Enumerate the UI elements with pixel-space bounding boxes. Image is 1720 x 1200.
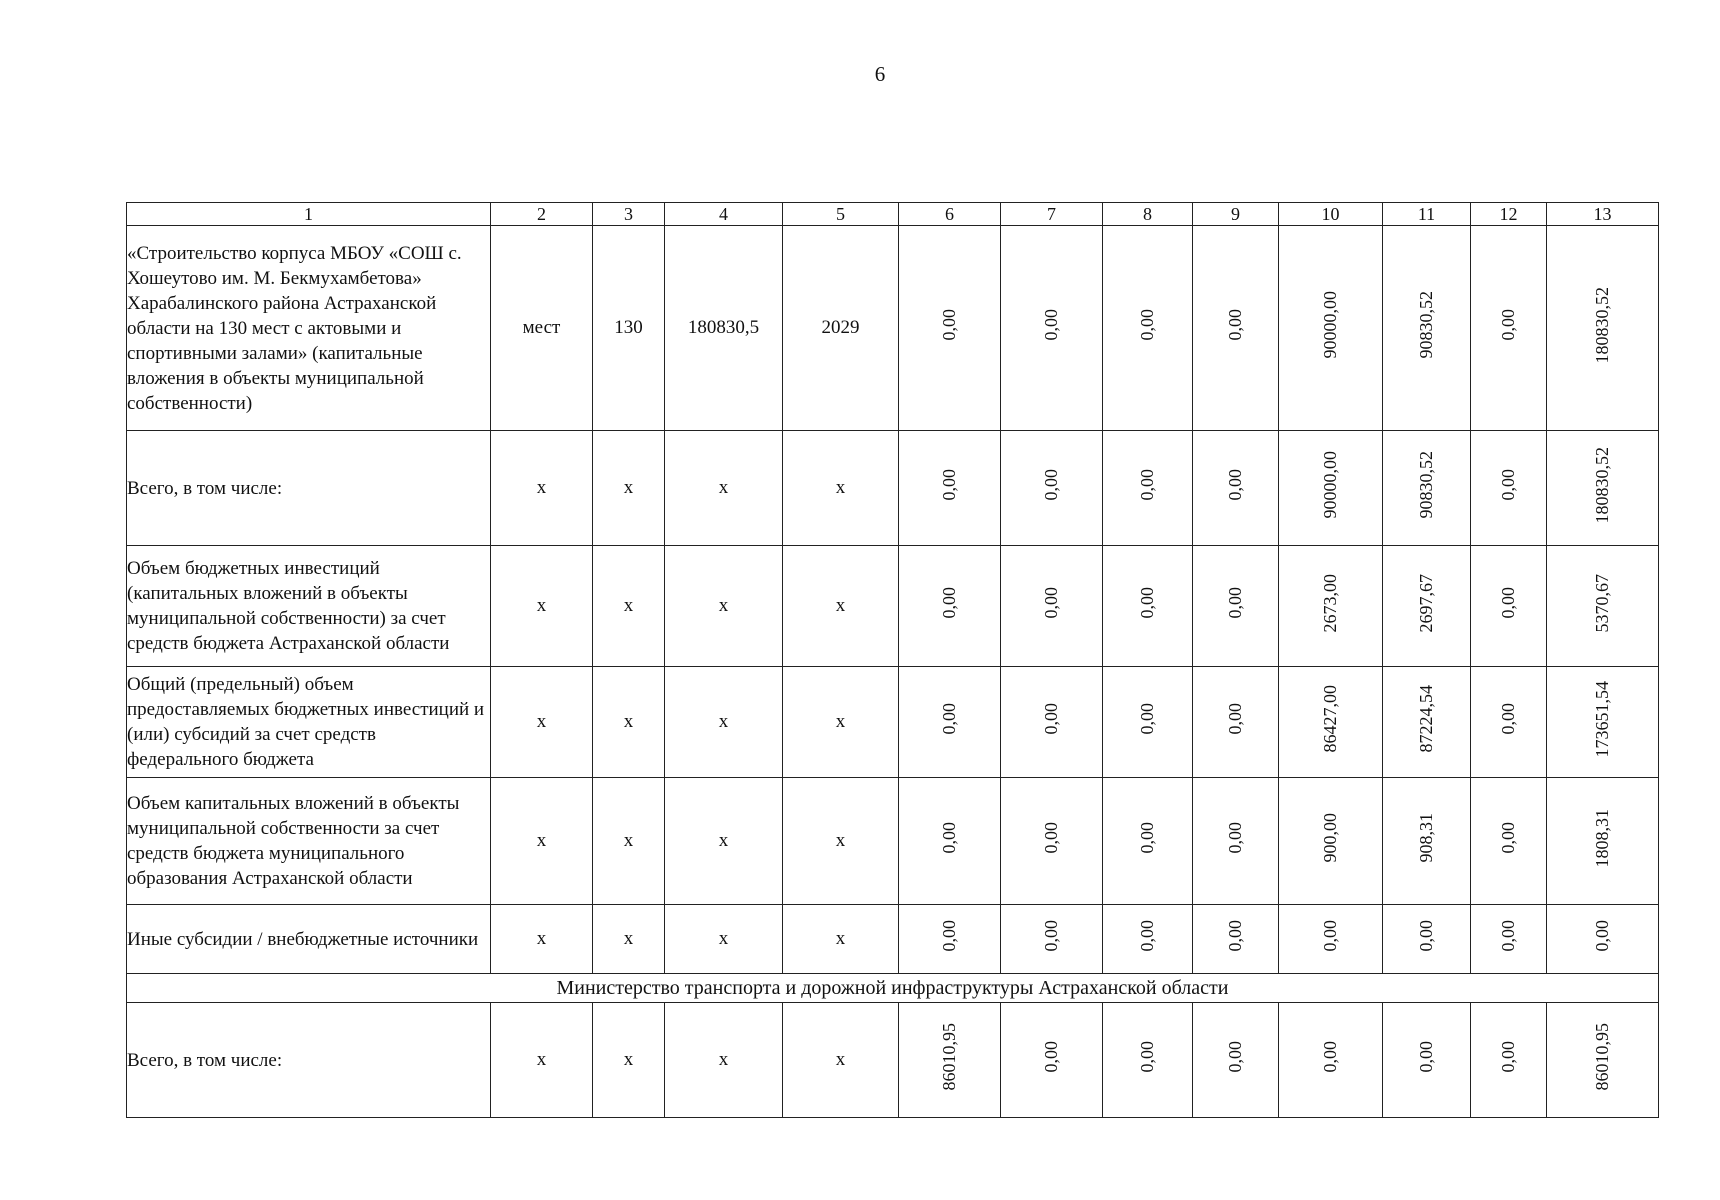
cost-cell: x <box>665 778 783 905</box>
column-header: 6 <box>899 203 1001 226</box>
value-cell: 0,00 <box>1471 778 1547 905</box>
row-name: «Строительство корпуса МБОУ «СОШ с. Хошеутово им. М. Бекмухамбетова» Харабалинского района Астраханской области на 130 мест с актовыми и спортивными залами» (капитальные вложения в объекты муниципальной собственности) <box>127 226 491 431</box>
table-row-other-sources <box>127 905 1659 974</box>
capacity-cell: x <box>593 667 665 778</box>
cost-cell: x <box>665 431 783 546</box>
table-row-section-total <box>127 1003 1659 1118</box>
row-name: Всего, в том числе: <box>127 1003 491 1118</box>
value-cell: 90000,00 <box>1279 226 1383 431</box>
value-cell: 86427,00 <box>1279 667 1383 778</box>
value-cell: 0,00 <box>1103 226 1193 431</box>
value-cell: 0,00 <box>1103 778 1193 905</box>
section-row <box>127 974 1659 1003</box>
value-cell: 87224,54 <box>1383 667 1471 778</box>
year-cell: x <box>783 667 899 778</box>
value-cell: 0,00 <box>1193 226 1279 431</box>
value-cell: 0,00 <box>1001 667 1103 778</box>
value-cell: 0,00 <box>1103 905 1193 974</box>
value-cell: 0,00 <box>899 546 1001 667</box>
unit-cell: x <box>491 546 593 667</box>
value-cell: 0,00 <box>1193 431 1279 546</box>
value-cell: 0,00 <box>899 778 1001 905</box>
value-cell: 0,00 <box>1471 431 1547 546</box>
value-cell: 0,00 <box>1001 905 1103 974</box>
value-cell: 180830,52 <box>1547 226 1659 431</box>
table-row-object <box>127 226 1659 431</box>
value-cell: 0,00 <box>899 905 1001 974</box>
value-cell: 0,00 <box>1547 905 1659 974</box>
page-number: 6 <box>874 62 886 86</box>
row-name: Иные субсидии / внебюджетные источники <box>127 905 491 974</box>
cost-cell: x <box>665 1003 783 1118</box>
value-cell: 0,00 <box>1471 1003 1547 1118</box>
value-cell: 900,00 <box>1279 778 1383 905</box>
column-header: 3 <box>593 203 665 226</box>
value-cell: 0,00 <box>1103 431 1193 546</box>
unit-cell: x <box>491 431 593 546</box>
value-cell: 90830,52 <box>1383 226 1471 431</box>
column-header: 10 <box>1279 203 1383 226</box>
table-row-municipal-budget <box>127 778 1659 905</box>
table-row-total <box>127 431 1659 546</box>
value-cell: 0,00 <box>1383 1003 1471 1118</box>
header-row <box>127 203 1659 226</box>
value-cell: 0,00 <box>1103 667 1193 778</box>
row-name: Объем капитальных вложений в объекты муниципальной собственности за счет средств бюджета муниципального образования Астраханской области <box>127 778 491 905</box>
cost-cell: x <box>665 546 783 667</box>
table-row-regional-budget <box>127 546 1659 667</box>
year-cell: x <box>783 778 899 905</box>
value-cell: 0,00 <box>1193 905 1279 974</box>
value-cell: 2673,00 <box>1279 546 1383 667</box>
value-cell: 0,00 <box>899 667 1001 778</box>
column-header: 9 <box>1193 203 1279 226</box>
value-cell: 180830,52 <box>1547 431 1659 546</box>
row-name: Всего, в том числе: <box>127 431 491 546</box>
value-cell: 0,00 <box>1001 546 1103 667</box>
value-cell: 0,00 <box>1193 778 1279 905</box>
cost-cell: 180830,5 <box>665 226 783 431</box>
column-header: 4 <box>665 203 783 226</box>
budget-table <box>126 202 1659 1118</box>
value-cell: 5370,67 <box>1547 546 1659 667</box>
column-header: 8 <box>1103 203 1193 226</box>
value-cell: 90000,00 <box>1279 431 1383 546</box>
value-cell: 0,00 <box>1193 546 1279 667</box>
value-cell: 0,00 <box>1471 905 1547 974</box>
unit-cell: x <box>491 1003 593 1118</box>
value-cell: 0,00 <box>1471 667 1547 778</box>
value-cell: 90830,52 <box>1383 431 1471 546</box>
value-cell: 0,00 <box>1001 778 1103 905</box>
capacity-cell: x <box>593 431 665 546</box>
unit-cell: x <box>491 905 593 974</box>
value-cell: 0,00 <box>1001 226 1103 431</box>
value-cell: 0,00 <box>899 226 1001 431</box>
value-cell: 2697,67 <box>1383 546 1471 667</box>
year-cell: x <box>783 546 899 667</box>
column-header: 1 <box>127 203 491 226</box>
value-cell: 0,00 <box>1279 905 1383 974</box>
column-header: 5 <box>783 203 899 226</box>
value-cell: 0,00 <box>1001 1003 1103 1118</box>
row-name: Общий (предельный) объем предоставляемых бюджетных инвестиций и (или) субсидий за счет средств федерального бюджета <box>127 667 491 778</box>
value-cell: 173651,54 <box>1547 667 1659 778</box>
year-cell: x <box>783 431 899 546</box>
value-cell: 0,00 <box>1103 1003 1193 1118</box>
capacity-cell: x <box>593 905 665 974</box>
column-header: 2 <box>491 203 593 226</box>
value-cell: 0,00 <box>1471 546 1547 667</box>
row-name: Объем бюджетных инвестиций (капитальных вложений в объекты муниципальной собственности) за счет средств бюджета Астраханской области <box>127 546 491 667</box>
value-cell: 0,00 <box>1193 1003 1279 1118</box>
capacity-cell: 130 <box>593 226 665 431</box>
year-cell: 2029 <box>783 226 899 431</box>
column-header: 7 <box>1001 203 1103 226</box>
capacity-cell: x <box>593 546 665 667</box>
year-cell: x <box>783 905 899 974</box>
value-cell: 0,00 <box>1193 667 1279 778</box>
value-cell: 86010,95 <box>899 1003 1001 1118</box>
table-row-federal-budget <box>127 667 1659 778</box>
value-cell: 908,31 <box>1383 778 1471 905</box>
unit-cell: x <box>491 778 593 905</box>
value-cell: 0,00 <box>1383 905 1471 974</box>
capacity-cell: x <box>593 1003 665 1118</box>
value-cell: 0,00 <box>1471 226 1547 431</box>
cost-cell: x <box>665 667 783 778</box>
value-cell: 0,00 <box>1279 1003 1383 1118</box>
year-cell: x <box>783 1003 899 1118</box>
value-cell: 0,00 <box>899 431 1001 546</box>
column-header: 12 <box>1471 203 1547 226</box>
column-header: 13 <box>1547 203 1659 226</box>
value-cell: 0,00 <box>1001 431 1103 546</box>
capacity-cell: x <box>593 778 665 905</box>
cost-cell: x <box>665 905 783 974</box>
value-cell: 1808,31 <box>1547 778 1659 905</box>
value-cell: 86010,95 <box>1547 1003 1659 1118</box>
unit-cell: мест <box>491 226 593 431</box>
unit-cell: x <box>491 667 593 778</box>
section-title: Министерство транспорта и дорожной инфраструктуры Астраханской области <box>127 974 1659 1003</box>
value-cell: 0,00 <box>1103 546 1193 667</box>
column-header: 11 <box>1383 203 1471 226</box>
